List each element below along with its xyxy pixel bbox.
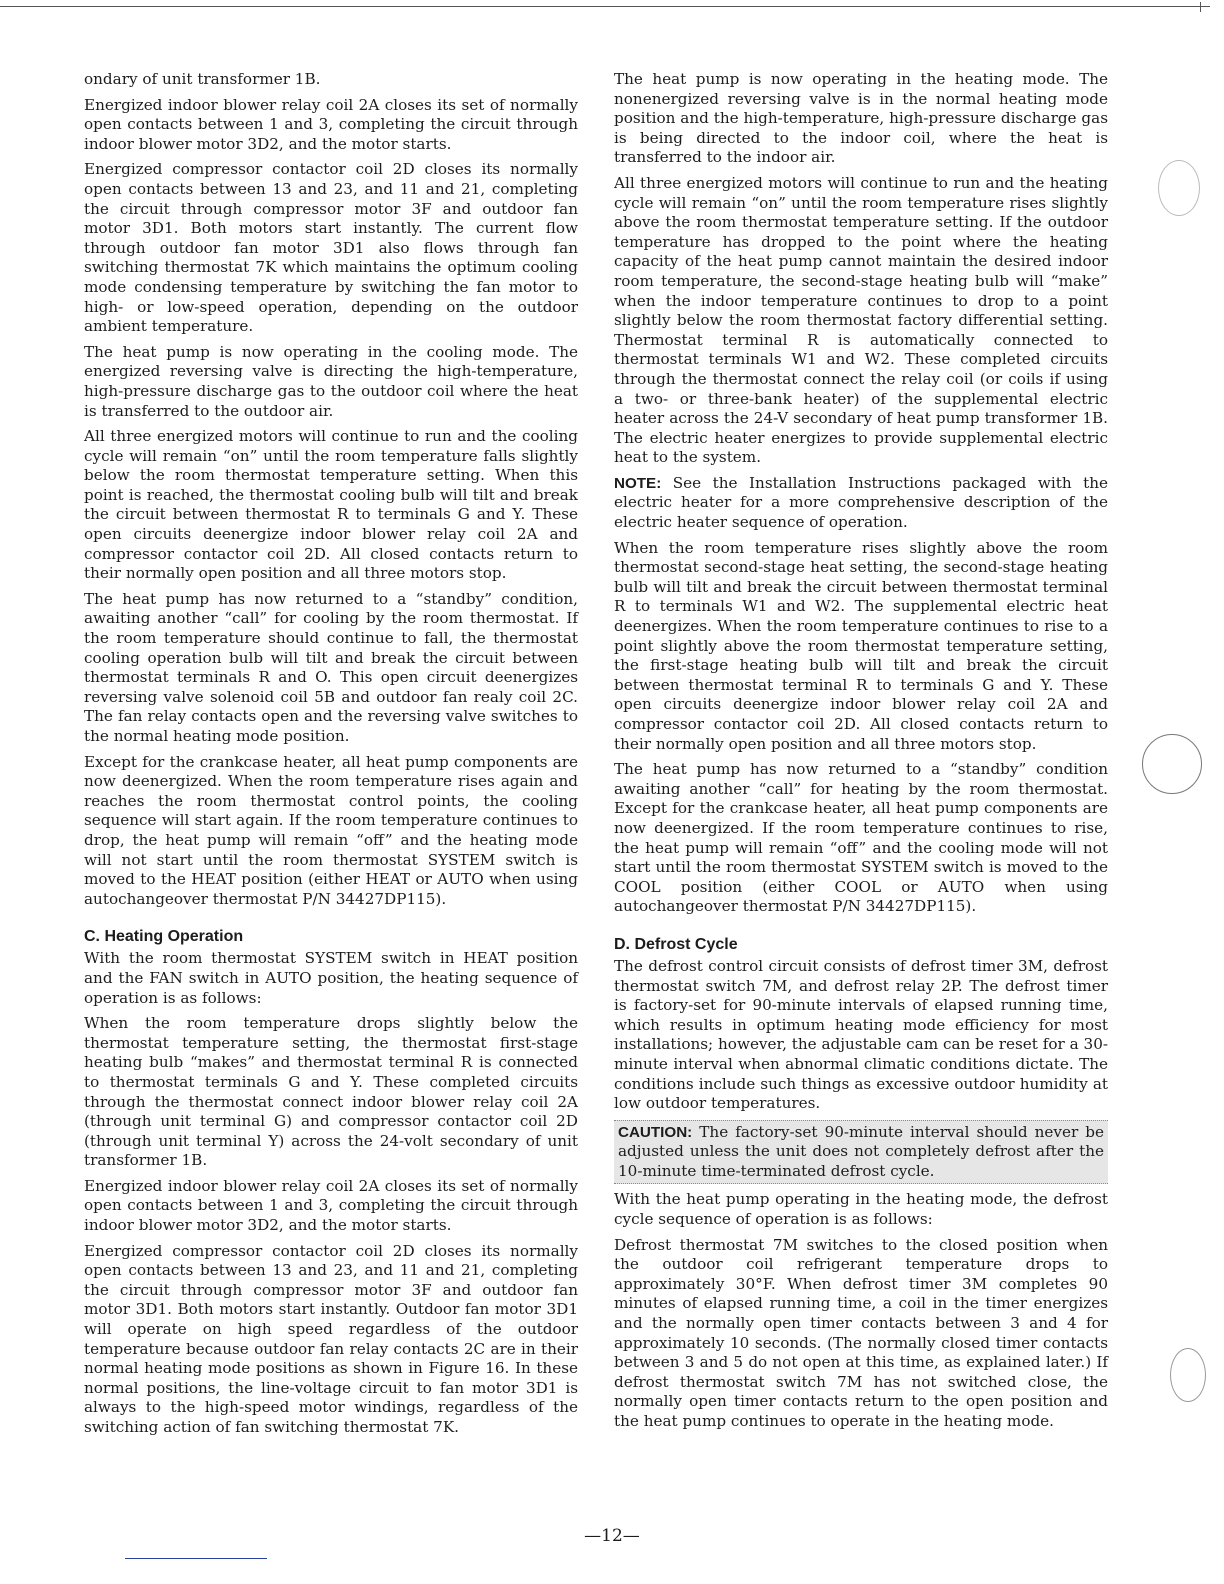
note-paragraph [614, 474, 1108, 533]
paragraph: Energized indoor blower relay coil 2A closes its set of normally open contacts between 1 and 3, completing the circuit through indoor blower motor 3D2, and the motor starts. [84, 1176, 578, 1235]
paragraph: Energized compressor contactor coil 2D closes its normally open contacts between 13 and 23, and 11 and 21, completing the circuit through compressor motor 3F and outdoor fan motor 3D1. Both motors start instantly. The current flow through outdoor fan motor 3D1 also flows through fan switching thermostat 7K which maintains the optimum cooling mode condensing temperature by switching the fan motor to high- or low-speed operation, depending on the outdoor ambient temperature. [84, 160, 578, 336]
binder-hole-mark [1142, 734, 1202, 794]
paragraph: ondary of unit transformer 1B. [84, 70, 321, 88]
note-text: See the Installation Instructions packaged with the electric heater for a more comprehensive description of the electric heater sequence of operation. [614, 473, 1108, 532]
section-heading-heating-operation: C. Heating Operation [84, 928, 244, 946]
paragraph: With the room thermostat SYSTEM switch in HEAT position and the FAN switch in AUTO position, the heating sequence of operation is as follows: [84, 949, 578, 1007]
page-number: —12— [584, 1526, 640, 1546]
scan-corner-tick [1200, 2, 1201, 12]
paragraph: Energized compressor contactor coil 2D closes its normally open contacts between 13 and 23, and 11 and 21, completing the circuit through compressor motor 3F and outdoor fan motor 3D1. Both motors start instantly. Outdoor fan motor 3D1 will operate on high speed regardless of the outdoor temperature because outdoor fan relay contacts 2C are in their normal heating mode positions as shown in Figure 16. In these normal positions, the line-voltage circuit to fan motor 3D1 is always to the high-speed motor windings, regardless of the switching action of fan switching thermostat 7K. [84, 1241, 578, 1436]
right-column [614, 70, 1108, 1438]
paragraph: Defrost thermostat 7M switches to the closed position when the outdoor coil refrigerant temperature drops to approximately 30°F. When defrost timer 3M completes 90 minutes of elapsed running time, a coil in the timer energizes and the normally open timer contacts between 3 and 4 for approximately 10 seconds. (The normally closed timer contacts between 3 and 5 do not open at this time, as explained later.) If defrost thermostat switch 7M has not switched close, the normally open timer contacts return to the open position and the heat pump continues to operate in the heating mode. [614, 1235, 1108, 1430]
scan-top-rule [0, 6, 1210, 7]
paragraph: The heat pump has now returned to a “standby” condition awaiting another “call” for heating by the room thermostat. Except for the crankcase heater, all heat pump components are now deenergized. If the room temperature continues to rise, the heat pump will remain “off” and the cooling mode will not start until the room thermostat SYSTEM switch is moved to the COOL position (either COOL or AUTO when using autochangeover thermostat P/N 34427DP115). [614, 760, 1108, 916]
footer-rule [125, 1558, 267, 1559]
paragraph: The heat pump has now returned to a “standby” condition, awaiting another “call” for cooling by the room thermostat. If the room temperature should continue to fall, the thermostat cooling operation bulb will tilt and break the circuit between thermostat terminals R and O. This open circuit deenergizes reversing valve solenoid coil 5B and outdoor fan realy coil 2C. The fan relay contacts open and the reversing valve switches to the normal heating mode position. [84, 589, 578, 745]
left-column [84, 70, 578, 1444]
paragraph: All three energized motors will continue to run and the heating cycle will remain “on” until the room temperature rises slightly above the room thermostat temperature setting. If the outdoor temperature has dropped to the point where the heating capacity of the heat pump cannot maintain the desired indoor room temperature, the second-stage heating bulb will “make” when the indoor temperature continues to drop to a point slightly below the room thermostat factory differential setting. Thermostat terminal R is automatically connected to thermostat terminals W1 and W2. These completed circuits through the thermostat connect the relay coil (or coils if using a two- or three-bank heater) of the supplemental electric heater across the 24-V secondary of heat pump transformer 1B. The electric heater energizes to provide supplemental electric heat to the system. [614, 173, 1108, 467]
caution-text: The factory-set 90-minute interval should never be adjusted unless the unit does not completely defrost after the 10-minute time-terminated defrost cycle. [618, 1122, 1104, 1180]
paragraph: Energized indoor blower relay coil 2A closes its set of normally open contacts between 1 and 3, completing the circuit through indoor blower motor 3D2, and the motor starts. [84, 95, 578, 153]
caution-box [614, 1120, 1108, 1185]
paragraph: All three energized motors will continue to run and the cooling cycle will remain “on” until the room temperature falls slightly below the room thermostat temperature setting. When this point is reached, the thermostat cooling bulb will tilt and break the circuit between thermostat R to terminals G and Y. These open circuits deenergize indoor blower relay coil 2A and compressor contactor coil 2D. All closed contacts return to their normally open position and all three motors stop. [84, 427, 578, 583]
note-label: NOTE: [614, 474, 662, 492]
paragraph: When the room temperature rises slightly above the room thermostat second-stage heat setting, the second-stage heating bulb will tilt and break the circuit between thermostat terminal R to terminals W1 and W2. The supplemental electric heat deenergizes. When the room temperature continues to rise to a point slightly above the room thermostat temperature setting, the first-stage heating bulb will tilt and break the circuit between thermostat terminal R to terminals G and Y. These open circuits deenergize indoor blower relay coil 2A and compressor contactor coil 2D. All closed contacts return to their normally open position and all three motors stop. [614, 538, 1108, 753]
paragraph: The heat pump is now operating in the heating mode. The nonenergized reversing valve is in the normal heating mode position and the high-temperature, high-pressure discharge gas is being directed to the indoor coil, where the heat is transferred to the indoor air. [614, 70, 1108, 167]
paragraph: With the heat pump operating in the heating mode, the defrost cycle sequence of operation is as follows: [614, 1190, 1108, 1229]
caution-label: CAUTION: [618, 1123, 693, 1141]
paragraph: Except for the crankcase heater, all heat pump components are now deenergized. When the room temperature rises again and reaches the room thermostat control points, the cooling sequence will start again. If the room temperature continues to drop, the heat pump will remain “off” and the heating mode will not start until the room thermostat SYSTEM switch is moved to the HEAT position (either HEAT or AUTO when using autochangeover thermostat P/N 34427DP115). [84, 752, 578, 908]
section-heading-defrost-cycle: D. Defrost Cycle [614, 935, 738, 953]
paragraph: The heat pump is now operating in the cooling mode. The energized reversing valve is directing the high-temperature, high-pressure discharge gas to the outdoor coil where the heat is transferred to the outdoor air. [84, 342, 578, 420]
paragraph: The defrost control circuit consists of defrost timer 3M, defrost thermostat switch 7M, and defrost relay 2P. The defrost timer is factory-set for 90-minute intervals of elapsed running time, which results in optimum heating mode efficiency for most installations; however, the adjustable cam can be reset for a 30-minute interval when abnormal climatic conditions dictate. The conditions include such things as excessive outdoor humidity at low outdoor temperatures. [614, 956, 1108, 1113]
paragraph: When the room temperature drops slightly below the thermostat temperature setting, the thermostat first-stage heating bulb “makes” and thermostat terminal R is connected to thermostat terminals G and Y. These completed circuits through the thermostat connect indoor blower relay coil 2A (through unit terminal G) and compressor contactor coil 2D (through unit terminal Y) across the 24-volt secondary of unit transformer 1B. [84, 1014, 578, 1170]
binder-hole-mark [1158, 160, 1200, 216]
binder-hole-mark [1170, 1348, 1206, 1402]
